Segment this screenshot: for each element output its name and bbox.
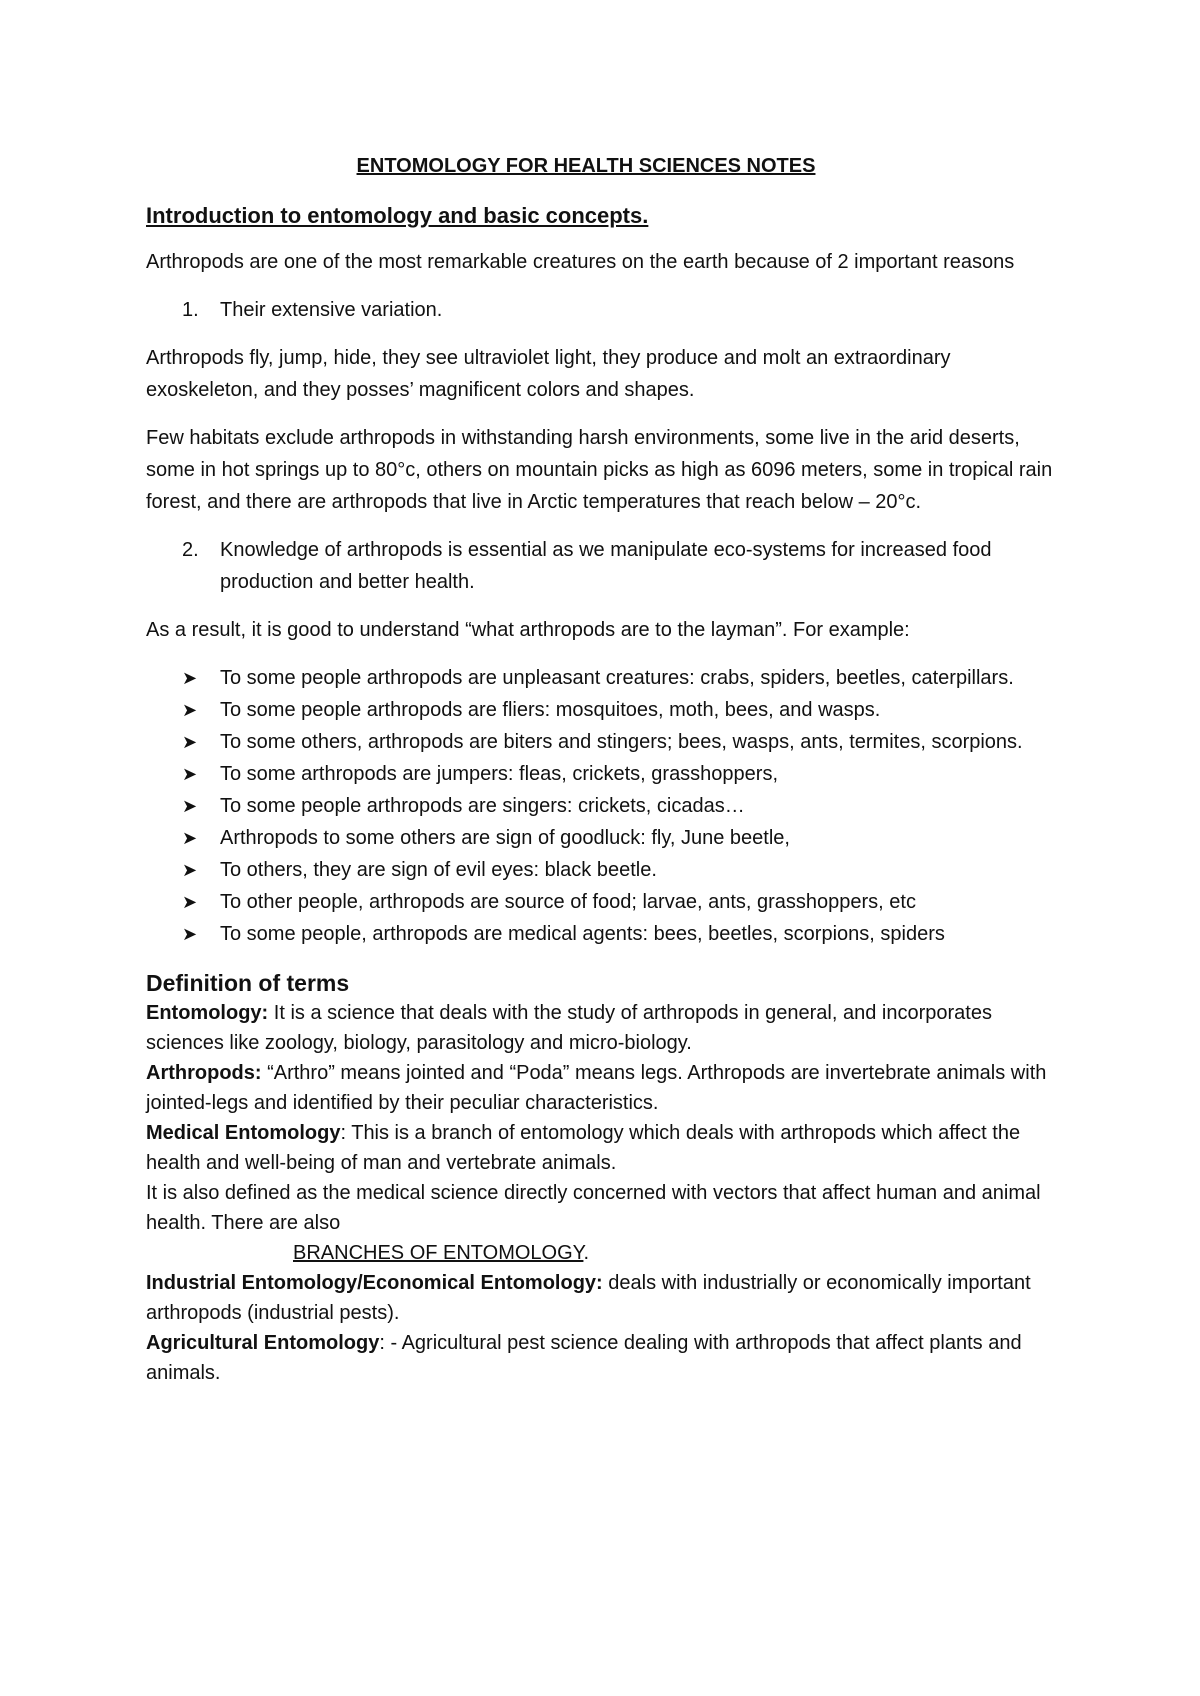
list-item: ➤ To some people arthropods are unpleasant creatures: crabs, spiders, beetles, caterpillars.: [146, 662, 1066, 694]
list-item: ➤ Arthropods to some others are sign of goodluck: fly, June beetle,: [146, 822, 1066, 854]
list-item: ➤ To some people arthropods are singers: crickets, cicadas…: [146, 790, 1066, 822]
arrowhead-bullet-icon: ➤: [182, 796, 198, 816]
definition-term: Entomology:: [146, 1002, 269, 1024]
definition-text: : This is a branch of entomology which deals with arthropods which affect the health and well-being of man and vertebrate animals.: [146, 1122, 1021, 1174]
medical-extra-paragraph: It is also defined as the medical science directly concerned with vectors that affect human and animal health. There are also: [146, 1182, 1041, 1234]
bullet-list: [146, 662, 1066, 950]
definitions-heading: Definition of terms: [146, 970, 350, 996]
definition-text: deals with industrially or economically important arthropods (industrial pests).: [146, 1272, 1031, 1324]
definition-term: Agricultural Entomology: [146, 1332, 380, 1354]
list-item: ➤ To some arthropods are jumpers: fleas, crickets, grasshoppers,: [146, 758, 1066, 790]
arrowhead-bullet-icon: ➤: [182, 700, 198, 720]
definition-term: Arthropods:: [146, 1062, 268, 1084]
definition-agricultural-entomology: [146, 1328, 1066, 1388]
branches-heading-dot: .: [583, 1242, 589, 1264]
definition-medical-entomology: [146, 1118, 1066, 1178]
document-title: ENTOMOLOGY FOR HEALTH SCIENCES NOTES: [356, 155, 816, 177]
definition-text: It is a science that deals with the study of arthropods in general, and incorporates sciences like zoology, biology, parasitology and micro-biology.: [146, 1002, 992, 1054]
arrowhead-bullet-icon: ➤: [182, 764, 198, 784]
list-item: ➤ To some people, arthropods are medical agents: bees, beetles, scorpions, spiders: [146, 918, 1066, 950]
definition-text: : - Agricultural pest science dealing with arthropods that affect plants and animals.: [146, 1332, 1022, 1384]
paragraph-result: As a result, it is good to understand “what arthropods are to the layman”. For example:: [146, 619, 910, 641]
arrowhead-bullet-icon: ➤: [182, 924, 198, 944]
numbered-item-2: [146, 534, 1066, 598]
branches-heading-line: [146, 1238, 1066, 1268]
arrowhead-bullet-icon: ➤: [182, 828, 198, 848]
definition-arthropods: [146, 1058, 1066, 1118]
definition-term: Industrial Entomology/Economical Entomology:: [146, 1272, 603, 1294]
item-text: Knowledge of arthropods is essential as we manipulate eco-systems for increased food production and better health.: [220, 539, 992, 593]
arrowhead-bullet-icon: ➤: [182, 892, 198, 912]
item-number: 2.: [182, 539, 199, 561]
definition-industrial-entomology: [146, 1268, 1066, 1328]
item-text: Their extensive variation.: [220, 299, 443, 321]
paragraph-fly: Arthropods fly, jump, hide, they see ultraviolet light, they produce and molt an extraordinary exoskeleton, and they posses’ magnificent colors and shapes.: [146, 347, 951, 401]
numbered-item-1: [146, 294, 1066, 326]
definition-text: “Arthro” means jointed and “Poda” means legs. Arthropods are invertebrate animals with jointed-legs and identified by their peculiar characteristics.: [146, 1062, 1047, 1114]
list-item: ➤ To other people, arthropods are source of food; larvae, ants, grasshoppers, etc: [146, 886, 1066, 918]
definition-entomology: [146, 998, 1066, 1058]
arrowhead-bullet-icon: ➤: [182, 668, 198, 688]
arrowhead-bullet-icon: ➤: [182, 732, 198, 752]
intro-heading: Introduction to entomology and basic concepts.: [146, 203, 649, 228]
list-item: ➤ To others, they are sign of evil eyes: black beetle.: [146, 854, 1066, 886]
branches-heading: BRANCHES OF ENTOMOLOGY: [293, 1242, 584, 1264]
paragraph-habitats: Few habitats exclude arthropods in withstanding harsh environments, some live in the arid deserts, some in hot springs up to 80°c, others on mountain picks as high as 6096 meters, some in tropical rain forest, and there are arthropods that live in Arctic temperatures that reach below – 20°c.: [146, 427, 1053, 513]
document-content: [146, 150, 1066, 1388]
item-number: 1.: [182, 299, 199, 321]
arrowhead-bullet-icon: ➤: [182, 860, 198, 880]
intro-paragraph: Arthropods are one of the most remarkable creatures on the earth because of 2 important reasons: [146, 251, 1015, 273]
list-item: ➤ To some people arthropods are fliers: mosquitoes, moth, bees, and wasps.: [146, 694, 1066, 726]
definition-term: Medical Entomology: [146, 1122, 341, 1144]
list-item: ➤ To some others, arthropods are biters and stingers; bees, wasps, ants, termites, scorpions.: [146, 726, 1066, 758]
